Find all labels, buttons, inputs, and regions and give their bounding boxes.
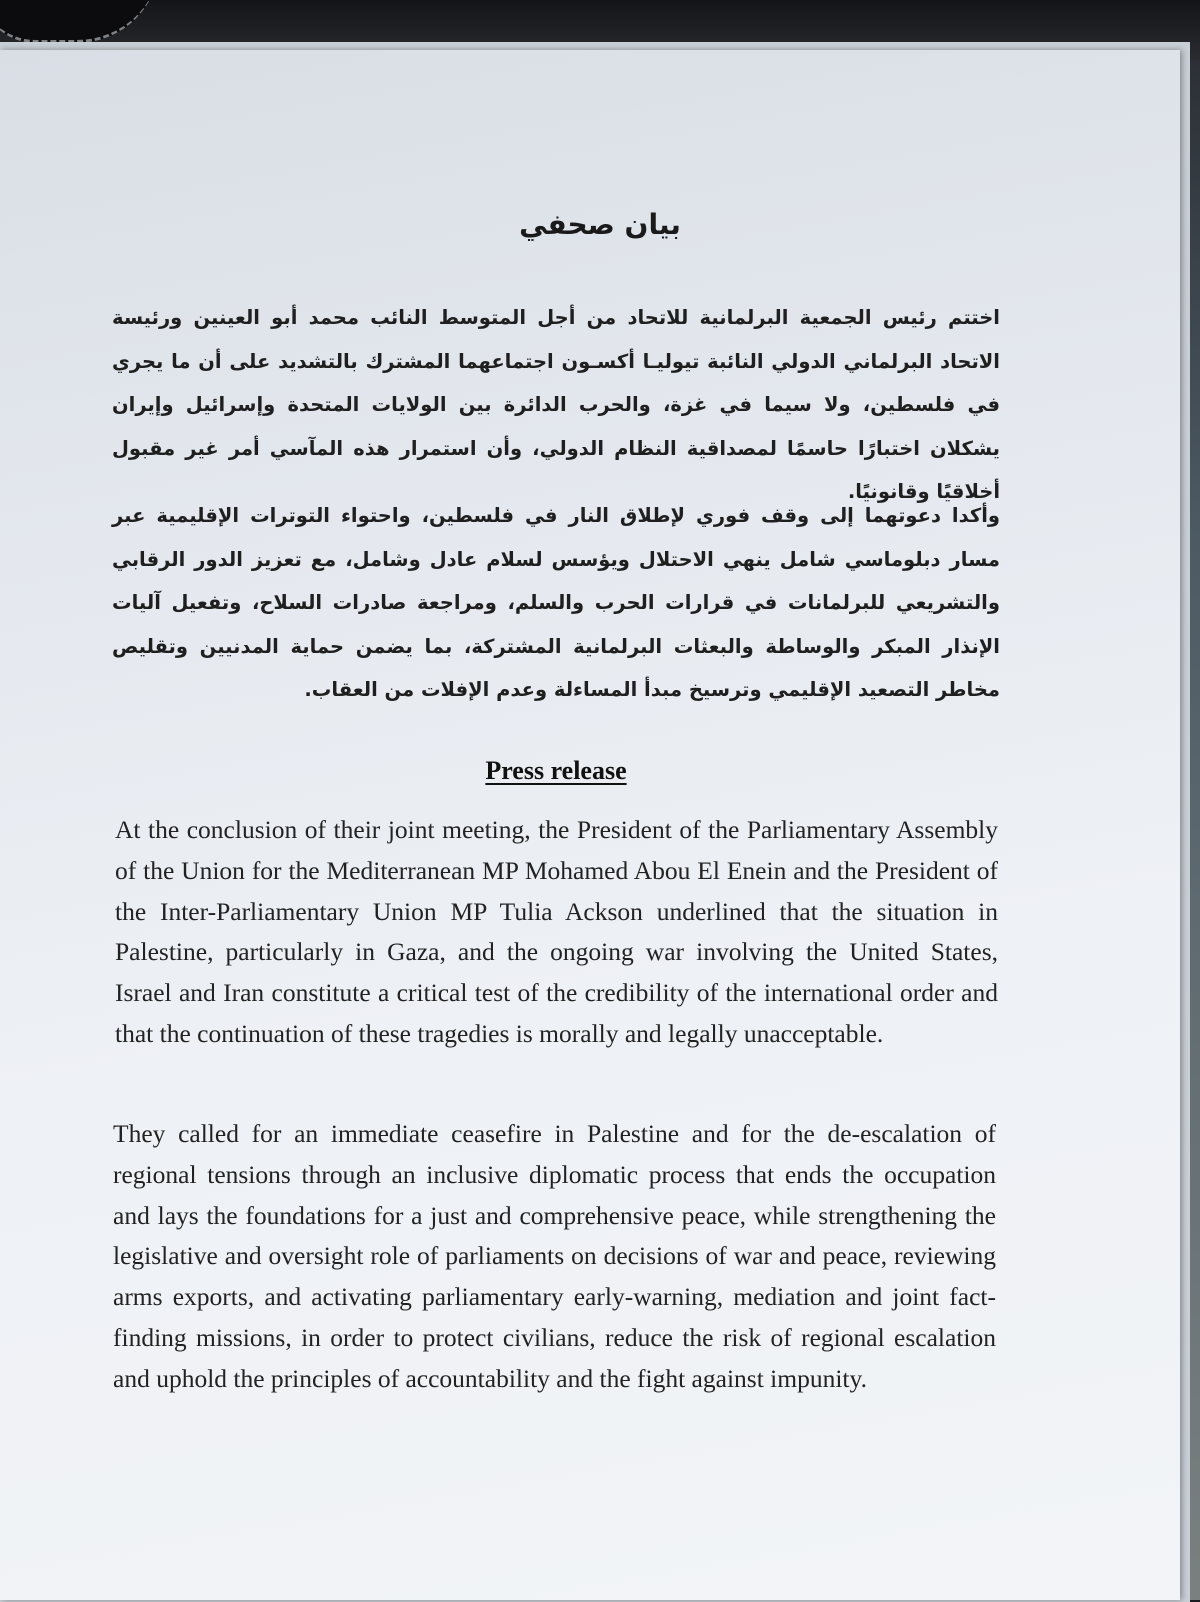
arabic-title: بيان صحفي <box>519 208 681 241</box>
english-title <box>0 756 1112 786</box>
arabic-paragraph-2: وأكدا دعوتهما إلى وقف فوري لإطلاق النار في فلسطين، واحتواء التوترات الإقليمية عبر مسار دبلوماسي شامل ينهي الاحتلال ويؤسس لسلام عادل وشامل، مع تعزيز الدور الرقابي والتشريعي للبرلمانات في قرارات الحرب والسلم، ومراجعة صادرات السلاح، وتفعيل آليات الإنذار المبكر والوساطة والبعثات البرلمانية المشتركة، بما يضمن حماية المدنيين وتقليص مخاطر التصعيد الإقليمي وترسيخ مبدأ المساءلة وعدم الإفلات من العقاب. <box>112 504 1000 701</box>
english-paragraph-2: They called for an immediate ceasefire in Palestine and for the de-escalation of regional tensions through an inclusive diplomatic process that ends the occupation and lays the foundations for a just and comprehensive peace, while strengthening the legislative and oversight role of parliaments on decisions of war and peace, reviewing arms exports, and activating parliamentary early-warning, mediation and joint fact-finding missions, in order to protect civilians, reduce the risk of regional escalation and uphold the principles of accountability and the fight against impunity. <box>113 1119 996 1393</box>
english-paragraph-1: At the conclusion of their joint meeting, the President of the Parliamentary Assembly of the Union for the Mediterranean MP Mohamed Abou El Enein and the President of the Inter-Parliamentary Union MP Tulia Ackson underlined that the situation in Palestine, particularly in Gaza, and the ongoing war involving the United States, Israel and Iran constitute a critical test of the credibility of the international order and that the continuation of these tragedies is morally and legally unacceptable. <box>115 815 998 1048</box>
arabic-paragraph-1: اختتم رئيس الجمعية البرلمانية للاتحاد من أجل المتوسط النائب محمد أبو العينين ورئيسة الاتحاد البرلماني الدولي النائبة تيوليـا أكسـون اجتماعهما المشترك بالتشديد على أن ما يجري في فلسطين، ولا سيما في غزة، والحرب الدائرة بين الولايات المتحدة وإسرائيل وإيران يشكلان اختبارًا حاسمًا لمصداقية النظام الدولي، وأن استمرار هذه المآسي أمر غير مقبول أخلاقيًا وقانونيًا. <box>112 306 1000 503</box>
english-title-text: Press release <box>485 756 627 785</box>
